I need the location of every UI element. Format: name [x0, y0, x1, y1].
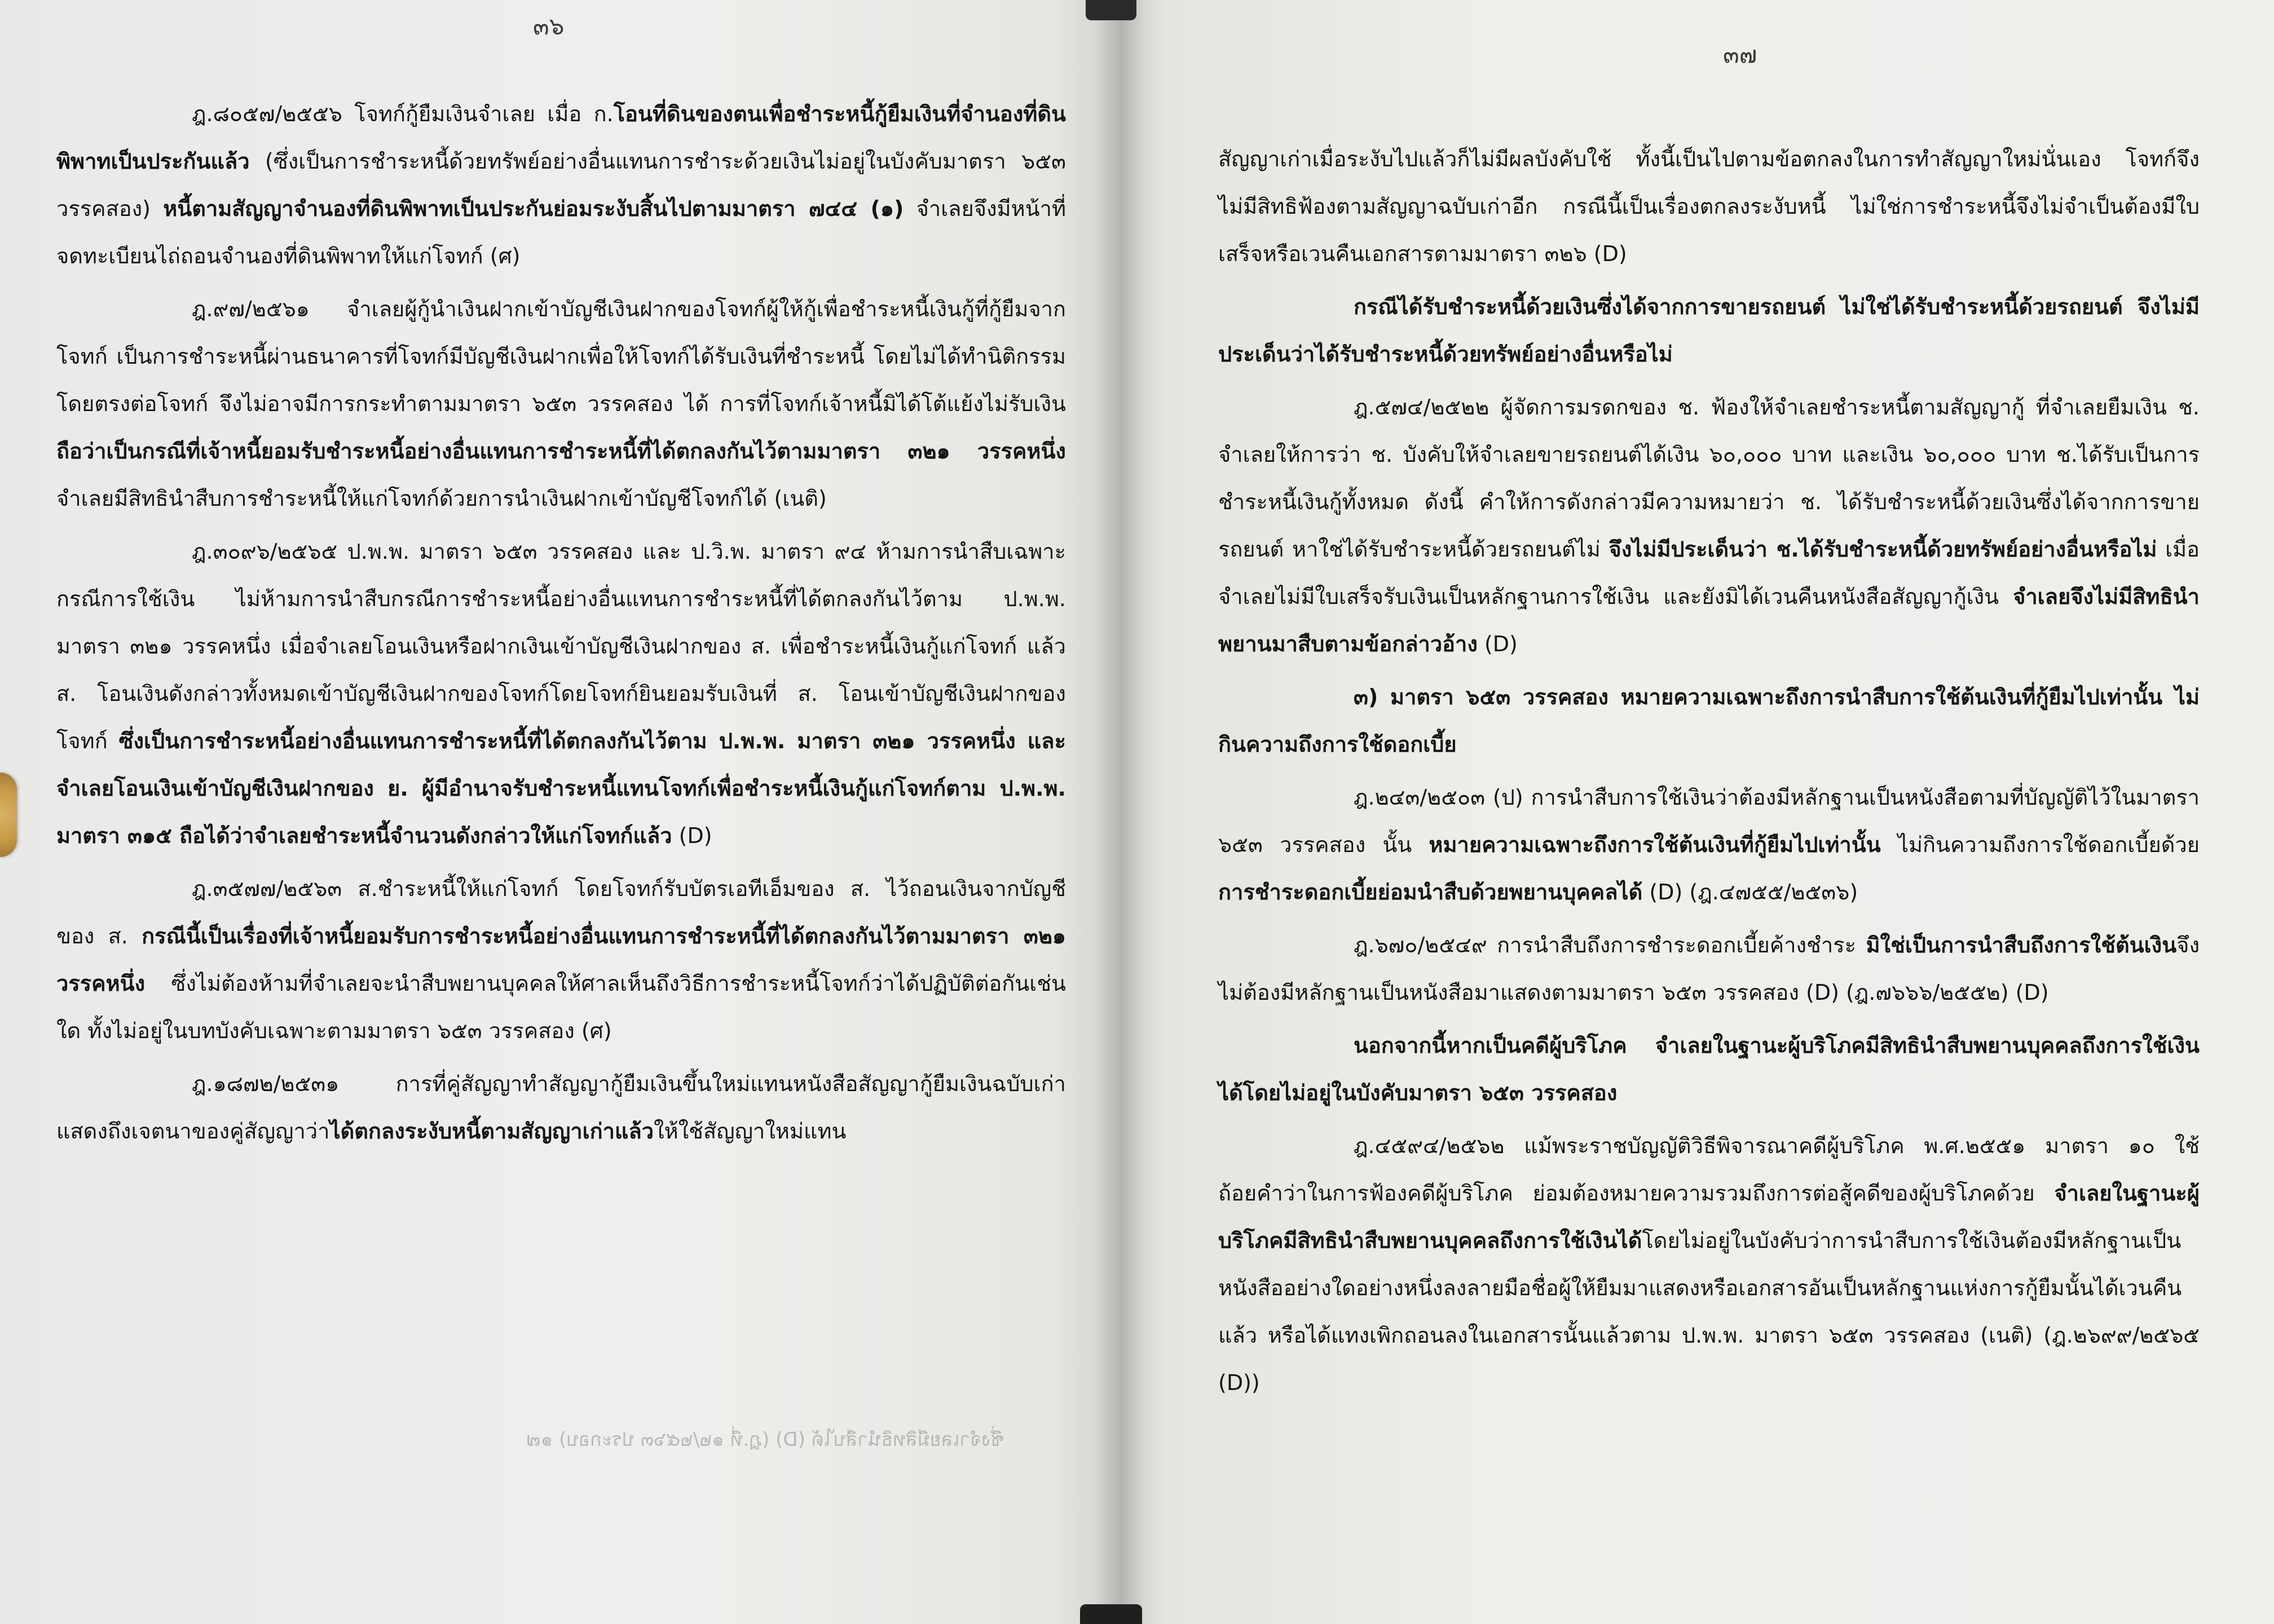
emphasis-text: มิใช่เป็นการนำสืบถึงการใช้ต้นเงิน	[1866, 933, 2177, 957]
gutter-binding-top	[1086, 0, 1136, 20]
case-paragraph	[1218, 135, 2200, 277]
emphasis-text: ซึ่งเป็นการชำระหนี้อย่างอื่นแทนการชำระหนี้ที่ได้ตกลงกันไว้ตาม ป.พ.พ. มาตรา ๓๒๑ วรรคหนึ่ง และจำเลยโอนเงินเข้าบัญชีเงินฝากของ ย. ผู้มีอำนาจรับชำระหนี้แทนโจทก์เพื่อชำระหนี้เงินกู้แก่โจทก์ตาม ป.พ.พ. มาตรา ๓๑๕ ถือได้ว่าจำเลยชำระหนี้จำนวนดังกล่าวให้แก่โจทก์แล้ว	[56, 729, 1066, 848]
binding-clip-icon	[0, 773, 17, 857]
body-text: ฎ.๑๘๗๒/๒๕๓๑ การที่คู่สัญญาทำสัญญากู้ยืมเงินขึ้นใหม่แทนหนังสือสัญญากู้ยืมเงินฉบับเก่าแสดงถึงเจตนาของคู่สัญญาว่า	[56, 1071, 1066, 1144]
section-heading	[1218, 283, 2200, 378]
left-page-body	[56, 90, 1066, 1160]
left-page-number: ๓๖	[533, 12, 565, 40]
case-paragraph	[1218, 774, 2200, 916]
case-paragraph	[56, 285, 1066, 522]
body-text: (ซึ่งเป็นการชำระหนี้ด้วยทรัพย์อย่างอื่นแทนการชำระด้วยเงินไม่อยู่ในบังคับมาตรา ๖๕๓ วรรคสอง)	[56, 149, 1066, 221]
emphasis-text: จำเลยในฐานะผู้บริโภคมีสิทธินำสืบพยานบุคคลถึงการใช้เงินได้	[1218, 1181, 2200, 1253]
body-text: ฎ.๕๗๔/๒๕๒๒ ผู้จัดการมรดกของ ช. ฟ้องให้จำเลยชำระหนี้ตามสัญญากู้ ที่จำเลยยืมเงิน ช. จำเลยให้การว่า ช. บังคับให้จำเลยขายรถยนต์ได้เงิน ๖๐,๐๐๐ บาท และเงิน ๖๐,๐๐๐ บาท ช.ได้รับเป็นการชำระหนี้เงินกู้ทั้งหมด ดังนี้ คำให้การดังกล่าวมีความหมายว่า ช. ได้รับชำระหนี้ด้วยเงินซึ่งได้จากการขายรถยนต์ หาใช่ได้รับชำระหนี้ด้วยรถยนต์ไม่	[1218, 395, 2200, 562]
case-paragraph	[56, 528, 1066, 859]
case-paragraph	[56, 1060, 1066, 1155]
case-paragraph	[1218, 1122, 2200, 1406]
body-text: ฎ.๖๗๐/๒๕๔๙ การนำสืบถึงการชำระดอกเบี้ยค้างชำระ	[1354, 933, 1866, 957]
body-text: ฎ.๔๕๙๔/๒๕๖๒ แม้พระราชบัญญัติวิธีพิจารณาคดีผู้บริโภค พ.ศ.๒๕๕๑ มาตรา ๑๐ ใช้ถ้อยคำว่าในการฟ้องคดีผู้บริโภค ย่อมต้องหมายความรวมถึงการต่อสู้คดีของผู้บริโภคด้วย	[1218, 1133, 2200, 1206]
body-text: ฎ.๓๐๙๖/๒๕๖๕ ป.พ.พ. มาตรา ๖๕๓ วรรคสอง และ ป.วิ.พ. มาตรา ๙๔ ห้ามการนำสืบเฉพาะกรณีการใช้เงิน ไม่ห้ามการนำสืบกรณีการชำระหนี้อย่างอื่นแทนการชำระหนี้ที่ได้ตกลงกันไว้ตาม ป.พ.พ. มาตรา ๓๒๑ วรรคหนึ่ง เมื่อจำเลยโอนเงินหรือฝากเงินเข้าบัญชีเงินฝากของ ส. เพื่อชำระหนี้เงินกู้แก่โจทก์ แล้ว ส. โอนเงินดังกล่าวทั้งหมดเข้าบัญชีเงินฝากของโจทก์โดยโจทก์ยินยอมรับเงินที่ ส. โอนเข้าบัญชีเงินฝากของโจทก์	[56, 539, 1066, 753]
body-text: เมื่อจำเลยไม่มีใบเสร็จรับเงินเป็นหลักฐานการใช้เงิน และยังมิได้เวนคืนหนังสือสัญญากู้เงิน	[1218, 537, 2200, 609]
gutter-binding-bottom	[1080, 1604, 1142, 1624]
body-text: จำเลยมีสิทธินำสืบการชำระหนี้ให้แก่โจทก์ด้วยการนำเงินฝากเข้าบัญชีโจทก์ได้ (เนติ)	[56, 486, 827, 511]
body-text: ให้ใช้สัญญาใหม่แทน	[654, 1119, 847, 1144]
body-text: โดยไม่อยู่ในบังคับว่าการนำสืบการใช้เงินต้องมีหลักฐานเป็นหนังสืออย่างใดอย่างหนึ่งลงลายมือชื่อผู้ให้ยืมมาแสดงหรือเอกสารอันเป็นหลักฐานแห่งการกู้ยืมนั้นได้เวนคืนแล้ว หรือได้แทงเพิกถอนลงในเอกสารนั้นแล้วตาม ป.พ.พ. มาตรา ๖๕๓ วรรคสอง (เนติ) (ฎ.๒๖๙๙/๒๕๖๕ (D))	[1218, 1228, 2200, 1395]
body-text: (D) (ฎ.๔๗๕๕/๒๕๓๖)	[1642, 880, 1858, 904]
case-paragraph	[1218, 383, 2200, 668]
body-text: จึงไม่ต้องมีหลักฐานเป็นหนังสือมาแสดงตามมาตรา ๖๕๓ วรรคสอง (D) (ฎ.๗๖๖๖/๒๕๕๒) (D)	[1218, 933, 2200, 1005]
emphasis-text: หมายความเฉพาะถึงการใช้ต้นเงินที่กู้ยืมไปเท่านั้น	[1429, 832, 1881, 857]
emphasis-text: การชำระดอกเบี้ยย่อมนำสืบด้วยพยานบุคคลได้	[1218, 880, 1643, 904]
case-paragraph	[1218, 921, 2200, 1016]
emphasis-text: ๓) มาตรา ๖๕๓ วรรคสอง หมายความเฉพาะถึงการนำสืบการใช้ต้นเงินที่กู้ยืมไปเท่านั้น ไม่กินความถึงการใช้ดอกเบี้ย	[1218, 685, 2200, 757]
right-page-body	[1218, 135, 2200, 1412]
body-text: ฎ.๒๔๓/๒๕๐๓ (ป) การนำสืบการใช้เงินว่าต้องมีหลักฐานเป็นหนังสือตามที่บัญญัติไว้ในมาตรา ๖๕๓ วรรคสอง นั้น	[1218, 785, 2200, 857]
emphasis-text: โอนที่ดินของตนเพื่อชำระหนี้กู้ยืมเงินที่จำนองที่ดินพิพาทเป็นประกันแล้ว	[56, 102, 1066, 174]
body-text: ฎ.๙๗/๒๕๖๑ จำเลยผู้กู้นำเงินฝากเข้าบัญชีเงินฝากของโจทก์ผู้ให้กู้เพื่อชำระหนี้เงินกู้ที่กู้ยืมจากโจทก์ เป็นการชำระหนี้ผ่านธนาคารที่โจทก์มีบัญชีเงินฝากเพื่อให้โจทก์ได้รับเงินที่ชำระหนี้ โดยไม่ได้ทำนิติกรรมโดยตรงต่อโจทก์ จึงไม่อาจมีการกระทำตามมาตรา ๖๕๓ วรรคสอง ได้ การที่โจทก์เจ้าหนี้มิได้โต้แย้งไม่รับเงิน	[56, 297, 1066, 416]
body-text: (D)	[1477, 632, 1518, 656]
body-text: (D)	[672, 823, 712, 848]
body-text: จำเลยจึงมีหน้าที่จดทะเบียนไถ่ถอนจำนองที่ดินพิพาทให้แก่โจทก์ (ศ)	[56, 196, 1066, 268]
right-page	[1120, 0, 2274, 1624]
body-text: ซึ่งไม่ต้องห้ามที่จำเลยจะนำสืบพยานบุคคลให้ศาลเห็นถึงวิธีการชำระหนี้โจทก์ว่าได้ปฏิบัติต่อกันเช่นใด ทั้งไม่อยู่ในบทบังคับเฉพาะตามมาตรา ๖๕๓ วรรคสอง (ศ)	[56, 971, 1066, 1043]
body-text: ไม่กินความถึงการใช้ดอกเบี้ยด้วย	[1880, 832, 2200, 857]
section-heading	[1218, 673, 2200, 768]
bleed-through-text: ซึ่งจำเลยมีสิทธินำสืบได้ (D) (ฎ.ที่ ๑๒/๒๕๖๓ ประกอบ) ๑๗	[526, 1428, 1004, 1451]
emphasis-text: หนี้ตามสัญญาจำนองที่ดินพิพาทเป็นประกันย่อมระงับสิ้นไปตามมาตรา ๗๔๔ (๑)	[163, 196, 904, 221]
body-text: สัญญาเก่าเมื่อระงับไปแล้วก็ไม่มีผลบังคับใช้ ทั้งนี้เป็นไปตามข้อตกลงในการทำสัญญาใหม่นั่นเอง โจทก์จึงไม่มีสิทธิฟ้องตามสัญญาฉบับเก่าอีก กรณีนี้เป็นเรื่องตกลงระงับหนี้ ไม่ใช่การชำระหนี้จึงไม่จำเป็นต้องมีใบเสร็จหรือเวนคืนเอกสารตามมาตรา ๓๒๖ (D)	[1218, 147, 2200, 266]
emphasis-text: ถือว่าเป็นกรณีที่เจ้าหนี้ยอมรับชำระหนี้อย่างอื่นแทนการชำระหนี้ที่ได้ตกลงกันไว้ตามมาตรา ๓๒๑ วรรคหนึ่ง	[56, 439, 1066, 464]
body-text: ฎ.๘๐๕๗/๒๕๕๖	[192, 102, 355, 126]
case-paragraph	[56, 90, 1066, 280]
emphasis-text: จึงไม่มีประเด็นว่า ช.ได้รับชำระหนี้ด้วยทรัพย์อย่างอื่นหรือไม่	[1608, 537, 2157, 562]
emphasis-text: จำเลยจึงไม่มีสิทธินำพยานมาสืบตามข้อกล่าวอ้าง	[1218, 584, 2200, 656]
case-paragraph	[56, 865, 1066, 1054]
body-text: โจทก์กู้ยืมเงินจำเลย เมื่อ ก.	[354, 102, 614, 126]
emphasis-text: กรณีได้รับชำระหนี้ด้วยเงินซึ่งได้จากการขายรถยนต์ ไม่ใช่ได้รับชำระหนี้ด้วยรถยนต์ จึงไม่มีประเด็นว่าได้รับชำระหนี้ด้วยทรัพย์อย่างอื่นหรือไม่	[1218, 294, 2200, 367]
emphasis-text: ได้ตกลงระงับหนี้ตามสัญญาเก่าแล้ว	[329, 1119, 654, 1144]
emphasis-text: นอกจากนี้หากเป็นคดีผู้บริโภค จำเลยในฐานะผู้บริโภคมีสิทธินำสืบพยานบุคคลถึงการใช้เงินได้โดยไม่อยู่ในบังคับมาตรา ๖๕๓ วรรคสอง	[1218, 1033, 2200, 1105]
right-page-number: ๓๗	[1723, 41, 1757, 68]
left-page	[0, 0, 1120, 1624]
section-heading	[1218, 1022, 2200, 1116]
emphasis-text: กรณีนี้เป็นเรื่องที่เจ้าหนี้ยอมรับการชำระหนี้อย่างอื่นแทนการชำระหนี้ที่ได้ตกลงกันไว้ตามมาตรา ๓๒๑ วรรคหนึ่ง	[56, 924, 1066, 996]
body-text: ฎ.๓๕๗๗/๒๕๖๓ ส.ชำระหนี้ให้แก่โจทก์ โดยโจทก์รับบัตรเอทีเอ็มของ ส. ไว้ถอนเงินจากบัญชีของ ส.	[56, 876, 1066, 948]
